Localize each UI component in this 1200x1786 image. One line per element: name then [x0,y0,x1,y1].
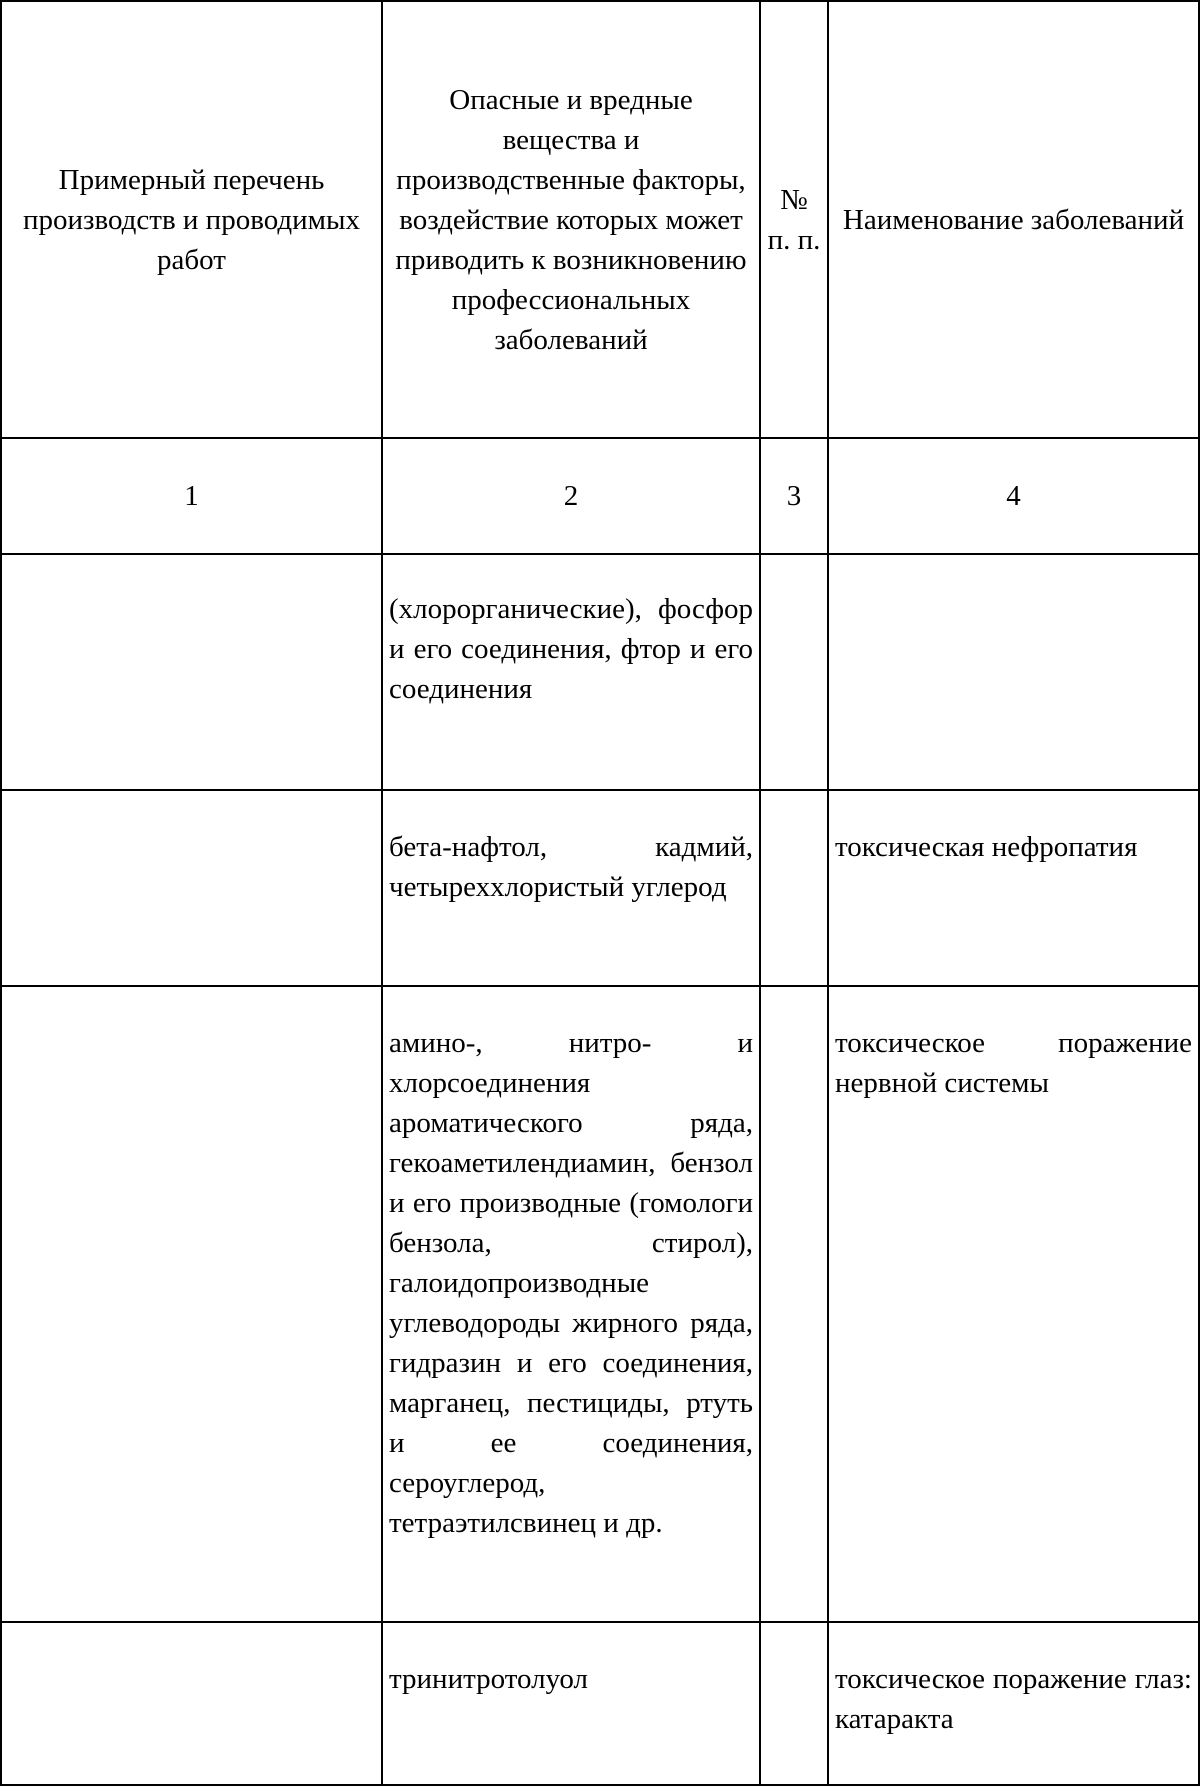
table-row [1,554,1199,790]
header-number: № п. п. [760,1,828,438]
substances-cell: (хлорорганические), фосфор и его соединения, фтор и его соединения [382,554,760,790]
substances-cell: тринитротолуол [382,1622,760,1785]
industries-cell [1,986,382,1622]
column-number-1: 1 [1,438,382,554]
industries-cell [1,1622,382,1785]
header-industries: Примерный перечень производств и проводимых работ [1,1,382,438]
number-cell [760,986,828,1622]
header-diseases: Наименование заболеваний [828,1,1199,438]
substances-cell: амино-, нитро- и хлорсоединения ароматического ряда, гекоаметилендиамин, бензол и его производные (гомологи бензола, стирол), галоидопроизводные углеводороды жирного ряда, гидразин и его соединения, марганец, пестициды, ртуть и ее соединения, сероуглерод, тетраэтилсвинец и др. [382,986,760,1622]
substances-cell: бета-нафтол, кадмий, четыреххлористый углерод [382,790,760,986]
disease-cell [828,554,1199,790]
industries-cell [1,790,382,986]
disease-cell: токсическое поражение нервной системы [828,986,1199,1622]
table-header-row [1,1,1199,438]
column-number-3: 3 [760,438,828,554]
table-row [1,986,1199,1622]
header-substances: Опасные и вредные вещества и производственные факторы, воздействие которых может приводить к возникновению профессиональных заболеваний [382,1,760,438]
number-cell [760,554,828,790]
number-cell [760,790,828,986]
disease-cell: токсическая нефропатия [828,790,1199,986]
table-row [1,1622,1199,1785]
table-row [1,790,1199,986]
industries-cell [1,554,382,790]
column-number-row [1,438,1199,554]
column-number-4: 4 [828,438,1199,554]
number-cell [760,1622,828,1785]
column-number-2: 2 [382,438,760,554]
disease-cell: токсическое поражение глаз: катаракта [828,1622,1199,1785]
